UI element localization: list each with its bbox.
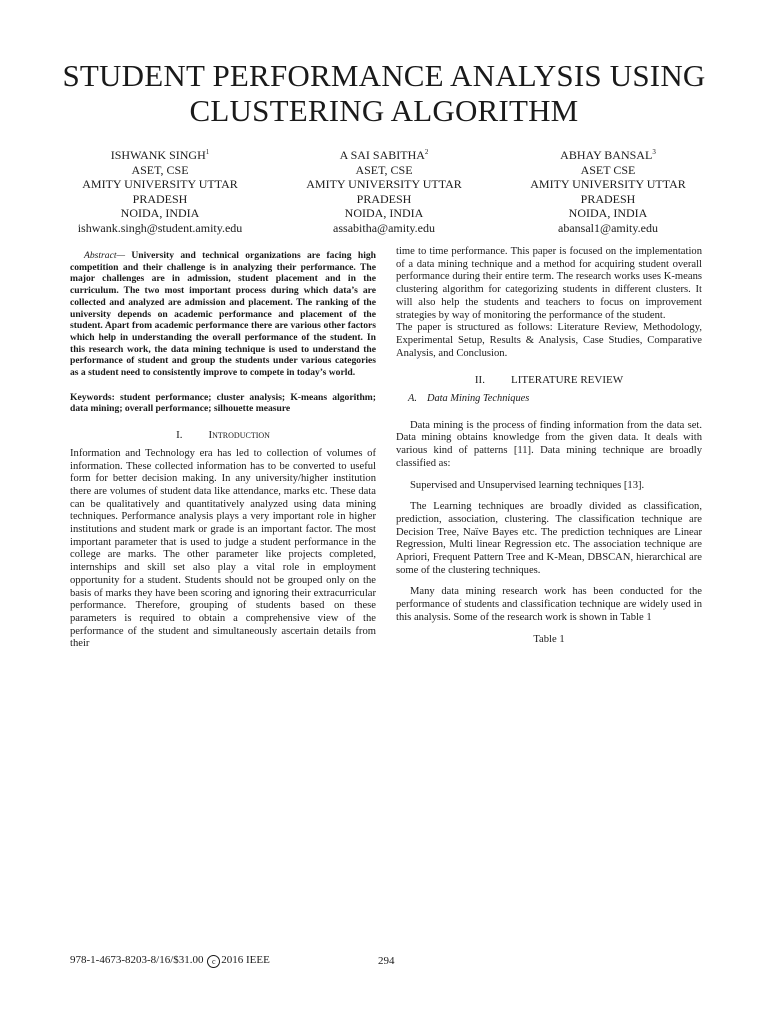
subsection-title: Data Mining Techniques [426,393,530,405]
right-column [396,246,702,646]
author-univ-line2: PRADESH [132,191,188,206]
section-title: Introduction [208,429,270,442]
author-superscript: 1 [205,148,210,156]
section-heading-literature-review [396,374,702,387]
paper-structure-paragraph: The paper is structured as follows: Literature Review, Methodology, Experimental Setup, Results & Analysis, Case Studies, Comparative Analysis, and Conclusion. [396,322,702,359]
body-paragraph: The Learning techniques are broadly divided as classification, prediction, association, clustering. The classification technique are Decision Tree, Naïve Bayes etc. The prediction techniques are Linear Regression, Multi linear Regression etc. The association technique are Apriori, Frequent Pattern Tree and K-Mean, DBSCAN, hierarchical are some of the clustering techniques. [396,501,702,576]
author-name: ABHAY BANSAL [560,148,653,162]
author-dept: ASET, CSE [131,162,189,177]
author-univ-line1: AMITY UNIVERSITY UTTAR [306,177,462,192]
author-2 [284,145,484,236]
author-univ-line2: PRADESH [580,191,636,206]
abstract-lead: Abstract— [84,250,126,261]
author-city: NOIDA, INDIA [568,206,648,221]
author-univ-line2: PRADESH [356,191,412,206]
abstract-text: University and technical organizations are facing high competition and their challenge is in analyzing their performance. The major challenges are in admission, student placement and in the curriculum. The two most important process during which data’s are collected and analyzed are admission and placement. The ranking of the university depends on academic performance and placement of the student. Apart from academic performance there are various other factors which help in understanding the overall performance of the student. In this research work, the data mining technique is used to understand the performance of student and group the students under various categories as a student need to consistently improve to compete in today’s world. [70,250,376,379]
author-dept: ASET CSE [580,162,636,177]
section-title: LITERATURE REVIEW [510,374,624,387]
author-3 [508,145,708,236]
left-column [70,246,376,651]
introduction-paragraph: Information and Technology era has led to collection of volumes of information. These collected information has to be converted to useful form for better decision making. In any university/higher institution there are volumes of student data like attendance, marks etc. These data can be qualitatively and quantitatively analyzed using data mining techniques. Performance analysis plays a very important role in higher institutions and student mark or grade is an important factor. The most important parameter that is used to judge a student performance in the college are marks. The other parameter like projects completed, internships and skill set also play a vital role in employment opportunity for a student. Students should not be grouped only on the basis of marks they have been scoring and ignoring their extracurricular performance. Therefore, grouping of students based on these parameters is required to obtain a comprehensive view of the performance of the student and simultaneously ascertain details from their [70,447,376,650]
table-caption: Table 1 [533,633,565,645]
author-email: ishwank.singh@student.amity.edu [77,220,243,235]
footer-isbn-line [70,953,270,968]
keywords: Keywords: student performance; cluster analysis; K-means algorithm; data mining; overall performance; silhouette measure [70,391,376,415]
author-superscript: 3 [652,148,656,156]
body-paragraph: Supervised and Unsupervised learning techniques [13]. [410,479,645,491]
section-heading-introduction [70,429,376,442]
paper-title: STUDENT PERFORMANCE ANALYSIS USING CLUSTERING ALGORITHM [62,58,706,128]
author-univ-line1: AMITY UNIVERSITY UTTAR [82,177,238,192]
author-block [60,145,708,236]
subsection-number: A. [408,393,417,405]
body-paragraph: Many data mining research work has been conducted for the performance of students and classification technique are widely used in this analysis. Some of the research work is shown in Table 1 [396,586,702,623]
author-name: A SAI SABITHA [339,148,425,162]
body-paragraph: Data mining is the process of finding information from the data set. Data mining obtains knowledge from the given data. It deals with various kind of patterns [11]. Data mining technique are broadly classified as: [396,419,702,469]
abstract [70,250,376,379]
page-number: 294 [378,955,395,967]
author-dept: ASET, CSE [355,162,413,177]
intro-continuation-paragraph: time to time performance. This paper is focused on the implementation of a data mining technique and a method for acquiring student overall performance during their entire term. The research works uses K-means clustering algorithm for categorizing students in different clusters. It will also help the students and teachers to focus on improvement strategies by way of monitoring the performance of the student. [396,246,702,321]
author-univ-line1: AMITY UNIVERSITY UTTAR [530,177,686,192]
author-name: ISHWANK SINGH [110,148,206,162]
subsection-heading [408,393,702,406]
section-number: II. [474,374,485,387]
section-number: I. [176,429,183,442]
isbn: 978-1-4673-8203-8/16/$31.00 [70,954,204,966]
author-email: assabitha@amity.edu [333,220,435,235]
author-1 [60,145,260,236]
author-city: NOIDA, INDIA [344,206,424,221]
author-city: NOIDA, INDIA [120,206,200,221]
author-email: abansal1@amity.edu [558,220,658,235]
author-superscript: 2 [424,148,429,156]
copyright-icon: c [207,955,220,968]
copyright-year: 2016 IEEE [221,954,270,966]
